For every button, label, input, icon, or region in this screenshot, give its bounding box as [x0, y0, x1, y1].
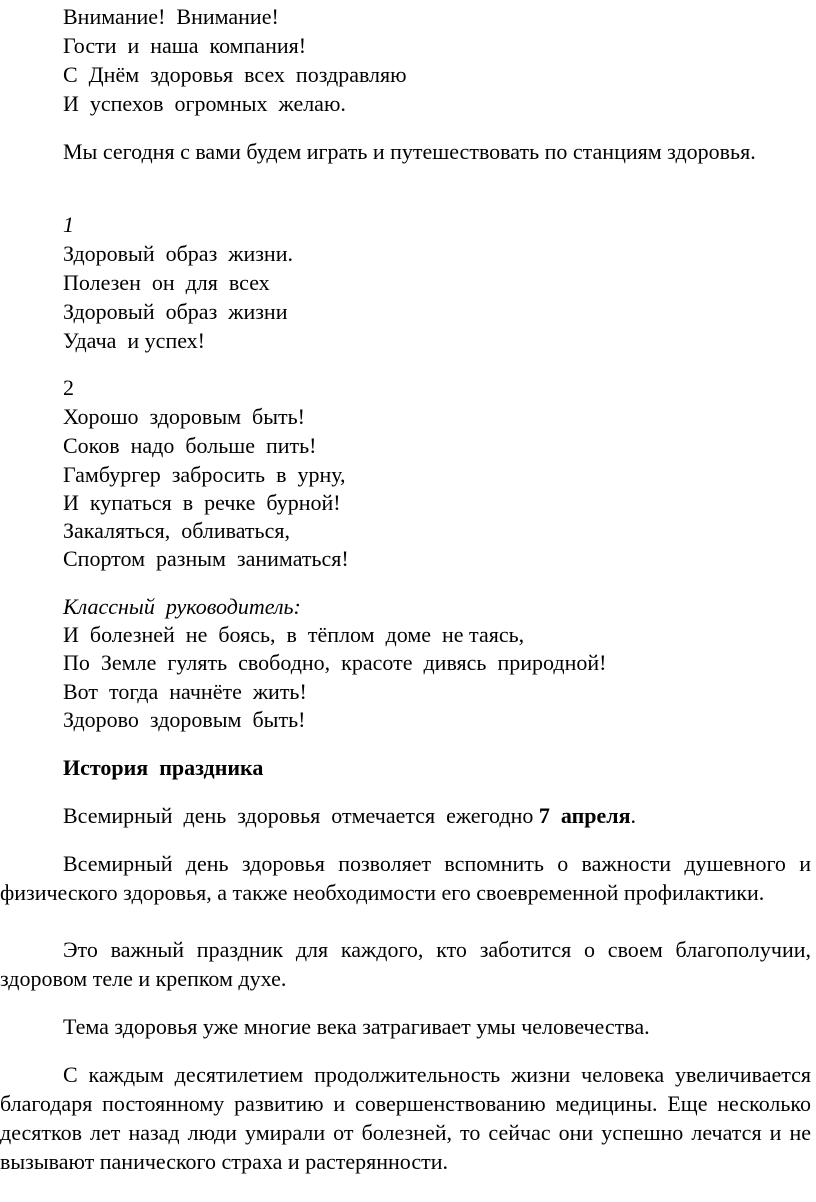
history-paragraph-3: Тема здоровья уже многие века затрагивает умы человечества. — [63, 1014, 650, 1039]
history-paragraph-2: Это важный праздник для каждого, кто заботится о своем благополучии, здоровом теле и крепком духе. — [0, 937, 811, 991]
verse-2-number: 2 — [63, 375, 74, 400]
greeting-line-2: Гости и наша компания! — [63, 33, 307, 58]
intro-paragraph: Мы сегодня с вами будем играть и путешествовать по станциям здоровья. — [63, 139, 756, 164]
history-paragraph-1: Всемирный день здоровья позволяет вспомнить о важности душевного и физического здоровья, а также необходимости его своевременной профилактики. — [0, 851, 811, 905]
greeting-line-3: С Днём здоровья всех поздравляю — [63, 62, 407, 87]
verse-1-line: Удача и успех! — [63, 328, 206, 353]
verse-2-line: Спортом разным заниматься! — [63, 546, 349, 571]
teacher-line: И болезней не боясь, в тёплом доме не таясь, — [63, 622, 525, 647]
verse-2-line: Хорошо здоровым быть! — [63, 404, 305, 429]
teacher-speaker-label: Классный руководитель: — [63, 594, 301, 619]
verse-2-line: Гамбургер забросить в урну, — [63, 462, 346, 487]
date-sentence-start: Всемирный день здоровья отмечается ежегодно — [63, 803, 539, 828]
teacher-line: По Земле гулять свободно, красоте дивясь природной! — [63, 650, 607, 675]
teacher-line: Здорово здоровым быть! — [63, 707, 306, 732]
verse-2-line: Закаляться, обливаться, — [63, 518, 290, 543]
verse-1-line: Полезен он для всех — [63, 270, 270, 295]
date-sentence-end: . — [630, 803, 636, 828]
verse-2-line: Соков надо больше пить! — [63, 433, 317, 458]
history-paragraph-4: С каждым десятилетием продолжительность жизни человека увеличивается благодаря постоянному развитию и совершенствованию медицины. Еще несколько десятков лет назад люди умирали от болезней, то сейчас они успешно лечатся и не вызывают панического страха и растерянности. — [0, 1062, 811, 1174]
verse-1-number: 1 — [63, 212, 74, 237]
verse-1-line: Здоровый образ жизни — [63, 299, 288, 324]
verse-2-line: И купаться в речке бурной! — [63, 490, 341, 515]
holiday-date: 7 апреля — [538, 803, 631, 828]
history-date-sentence — [63, 801, 636, 830]
teacher-line: Вот тогда начнёте жить! — [63, 679, 307, 704]
greeting-line-1: Внимание! Внимание! — [63, 4, 279, 29]
history-heading: История праздника — [63, 755, 264, 780]
greeting-line-4: И успехов огромных желаю. — [63, 91, 346, 116]
verse-1-line: Здоровый образ жизни. — [63, 241, 293, 266]
